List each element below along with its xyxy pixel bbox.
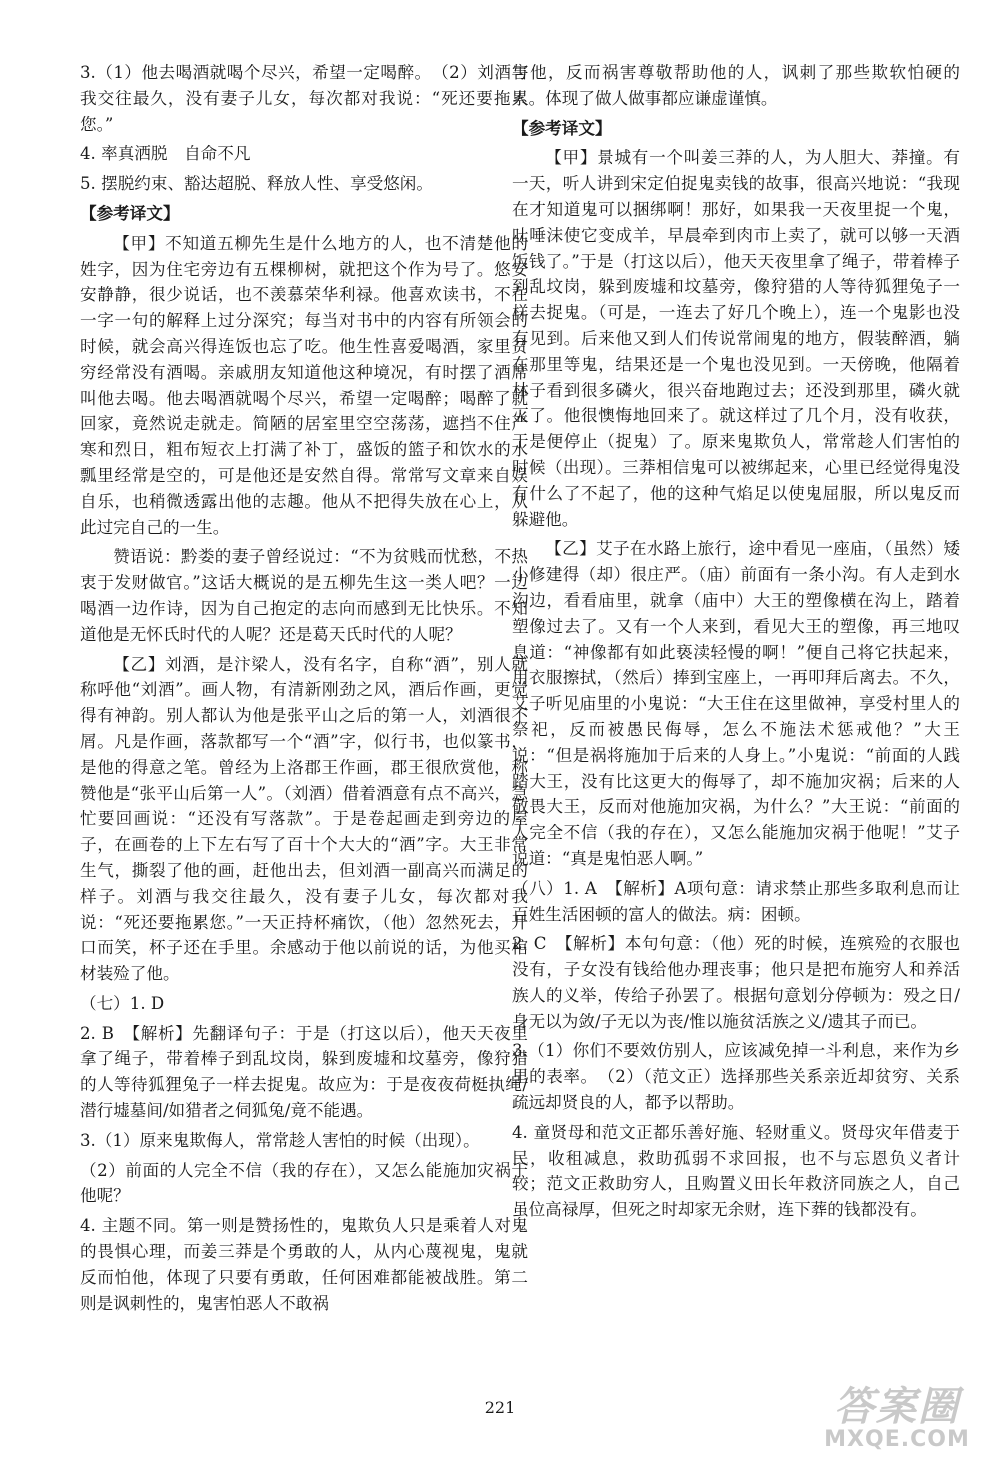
translation-paragraph: 【甲】景城有一个叫姜三莽的人，为人胆大、莽撞。有一天，听人讲到宋定伯捉鬼卖钱的故事，很高兴地说：“我现在才知道鬼可以捆绑啊！那好，如果我一天夜里捉一个鬼，吐唾沫使它变成羊，早晨牵到肉市上卖了，就可以够一天酒饭钱了。”于是（打这以后），他天天夜里拿了绳子，带着棒子到乱坟岗，躲到废墟和坟墓旁，像狩猎的人等待狐狸兔子一样去捉鬼。（可是，一连去了好几个晚上），连一个鬼影也没有见到。后来他又到人们传说常闹鬼的地方，假装醉酒，躺在那里等鬼，结果还是一个鬼也没见到。一天傍晚，他隔着林子看到很多磷火，很兴奋地跑过去；还没到那里，磷火就灭了。他很懊悔地回来了。就这样过了几个月，没有收获，于是便停止（捉鬼）了。原来鬼欺负人，常常趁人们害怕的时候（出现）。三莽相信鬼可以被绑起来，心里已经觉得鬼没有什么了不起了，他的这种气焰足以使鬼屈服，所以鬼反而躲避他。 bbox=[512, 148, 960, 529]
right-column bbox=[512, 60, 960, 1227]
translation-paragraph: 【乙】艾子在水路上旅行，途中看见一座庙，（虽然）矮小修建得（却）很庄严。（庙）前面有一条小沟。有人走到水沟边，看看庙里，就拿（庙中）大王的塑像横在沟上，踏着塑像过去了。又有一个人来到，看见大王的塑像，再三地叹息道：“神像都有如此亵渎轻慢的啊！”便自己将它扶起来，用衣服擦拭，（然后）捧到宝座上，一再叩拜后离去。不久，艾子听见庙里的小鬼说：“大王住在这里做神，享受村里人的祭祀，反而被愚民侮辱，怎么不施法术惩戒他？”大王说：“但是祸将施加于后来的人身上。”小鬼说：“前面的人践踏大王，没有比这更大的侮辱了，却不施加灾祸；后来的人敬畏大王，反而对他施加灾祸，为什么？”大王说：“前面的人完全不信（我的存在），又怎么能施加灾祸于他呢！”艾子说道：“真是鬼怕恶人啊。” bbox=[512, 539, 960, 868]
answer-paragraph: 2. B 【解析】先翻译句子：于是（打这以后），他天天夜里拿了绳子，带着棒子到乱坟岗，躲到废墟和坟墓旁，像狩猎的人等待狐狸兔子一样去捉鬼。故应为：于是夜夜荷梃执绳/潜行墟墓间/如猎者之伺狐兔/竟不能遇。 bbox=[80, 1023, 528, 1121]
section-heading: 【参考译文】 bbox=[80, 203, 180, 223]
answer-paragraph: 3.（1）原来鬼欺侮人，常常趁人害怕的时候（出现）。 bbox=[80, 1130, 480, 1150]
answer-paragraph: 4. 主题不同。第一则是赞扬性的，鬼欺负人只是乘着人对鬼的畏惧心理，而姜三莽是个勇敢的人，从内心蔑视鬼，鬼就反而怕他，体现了只要有勇敢，任何困难都能被战胜。第二则是讽刺性的，鬼害怕恶人不敢祸 bbox=[80, 1216, 528, 1313]
watermark-logo-text: 答案圈 bbox=[834, 1384, 960, 1430]
left-column bbox=[80, 60, 528, 1320]
answer-paragraph: 5. 摆脱约束、豁达超脱、释放人性、享受悠闲。 bbox=[80, 174, 433, 194]
watermark-url: MXQE.COM bbox=[824, 1427, 970, 1452]
answer-paragraph: 4. 率真洒脱 自命不凡 bbox=[80, 144, 251, 164]
answer-paragraph: （七）1. D bbox=[80, 993, 165, 1013]
page-number: 221 bbox=[484, 1398, 516, 1417]
answer-paragraph: 3.（1）你们不要效仿别人，应该减免掉一斗利息，来作为乡里的表率。 （2）（范文正）选择那些关系亲近却贫穷、关系疏远却贤良的人，都予以帮助。 bbox=[512, 1041, 960, 1113]
site-watermark bbox=[812, 1385, 982, 1455]
translation-paragraph: 【甲】不知道五柳先生是什么地方的人，也不清楚他的姓字，因为住宅旁边有五棵柳树，就把这个作为号了。悠安安静静，很少说话，也不羡慕荣华利禄。他喜欢读书，不在一字一句的解释上过分深究；每当对书中的内容有所领会的时候，就会高兴得连饭也忘了吃。他生性喜爱喝酒，家里贫穷经常没有酒喝。亲戚朋友知道他这种境况，有时摆了酒席叫他去喝。他去喝酒就喝个尽兴，希望一定喝醉；喝醉了就回家，竟然说走就走。简陋的居室里空空荡荡，遮挡不住严寒和烈日，粗布短衣上打满了补丁，盛饭的篮子和饮水的水瓢里经常是空的，可是他还是安然自得。常常写文章来自娱自乐，也稍微透露出他的志趣。他从不把得失放在心上，从此过完自己的一生。 bbox=[80, 233, 528, 537]
answer-paragraph: 3.（1）他去喝酒就喝个尽兴，希望一定喝醉。 （2）刘酒与我交往最久，没有妻子儿女，每次都对我说：“死还要拖累您。” bbox=[80, 63, 528, 134]
answer-paragraph: 2. C 【解析】本句句意：（他）死的时候，连殡殓的衣服也没有，子女没有钱给他办理丧事；他只是把布施穷人和养活族人的义举，传给子孙罢了。根据句意划分停顿为：殁之日/身无以为敛/子无以为丧/惟以施贫活族之义/遗其子而已。 bbox=[512, 934, 960, 1031]
answer-paragraph: 4. 童贤母和范文正都乐善好施、轻财重义。贤母灾年借麦于民，收租减息，救助孤弱不求回报，也不与忘恩负义者计较；范文正救助穷人，且购置义田长年救济同族之人，自己虽位高禄厚，但死之时却家无余财，连下葬的钱都没有。 bbox=[512, 1122, 960, 1220]
answer-paragraph: 害他，反而祸害尊敬帮助他的人，讽刺了那些欺软怕硬的人。体现了做人做事都应谦虚谨慎。 bbox=[512, 63, 960, 108]
answer-paragraph: （八）1. A 【解析】A项句意：请求禁止那些多取利息而让百姓生活困顿的富人的做法。病：困顿。 bbox=[512, 878, 960, 924]
translation-paragraph: 赞语说：黔娄的妻子曾经说过：“不为贫贱而忧愁，不热衷于发财做官。”这话大概说的是五柳先生这一类人吧？一边喝酒一边作诗，因为自己抱定的志向而感到无比快乐。不知道他是无怀氏时代的人呢？还是葛天氏时代的人呢？ bbox=[80, 547, 528, 644]
answer-paragraph: （2）前面的人完全不信（我的存在），又怎么能施加灾祸于他呢？ bbox=[80, 1160, 528, 1206]
translation-paragraph: 【乙】刘酒，是汴梁人，没有名字，自称“酒”，别人就称呼他“刘酒”。画人物，有清新刚劲之风，酒后作画，更觉得有神韵。别人都认为他是张平山之后的第一人，刘酒很不屑。凡是作画，落款都写一个“酒”字，似行书，也似篆书，是他的得意之笔。曾经为上洛郡王作画，郡王很欣赏他，称赞他是“张平山后第一人”。（刘酒）借着酒意有点不高兴，急忙要回画说：“还没有写落款”。于是卷起画走到旁边的屋子，在画卷的上下左右写了百十个大大的“酒”字。大王非常生气，撕裂了他的画，赶他出去，但刘酒一副高兴而满足的样子。刘酒与我交往最久，没有妻子儿女，每次都对我说：“死还要拖累您。”一天正持杯痛饮，（他）忽然死去，开口而笑，杯子还在手里。余感动于他以前说的话，为他买棺材装殓了他。 bbox=[80, 654, 528, 984]
section-heading: 【参考译文】 bbox=[512, 118, 612, 138]
